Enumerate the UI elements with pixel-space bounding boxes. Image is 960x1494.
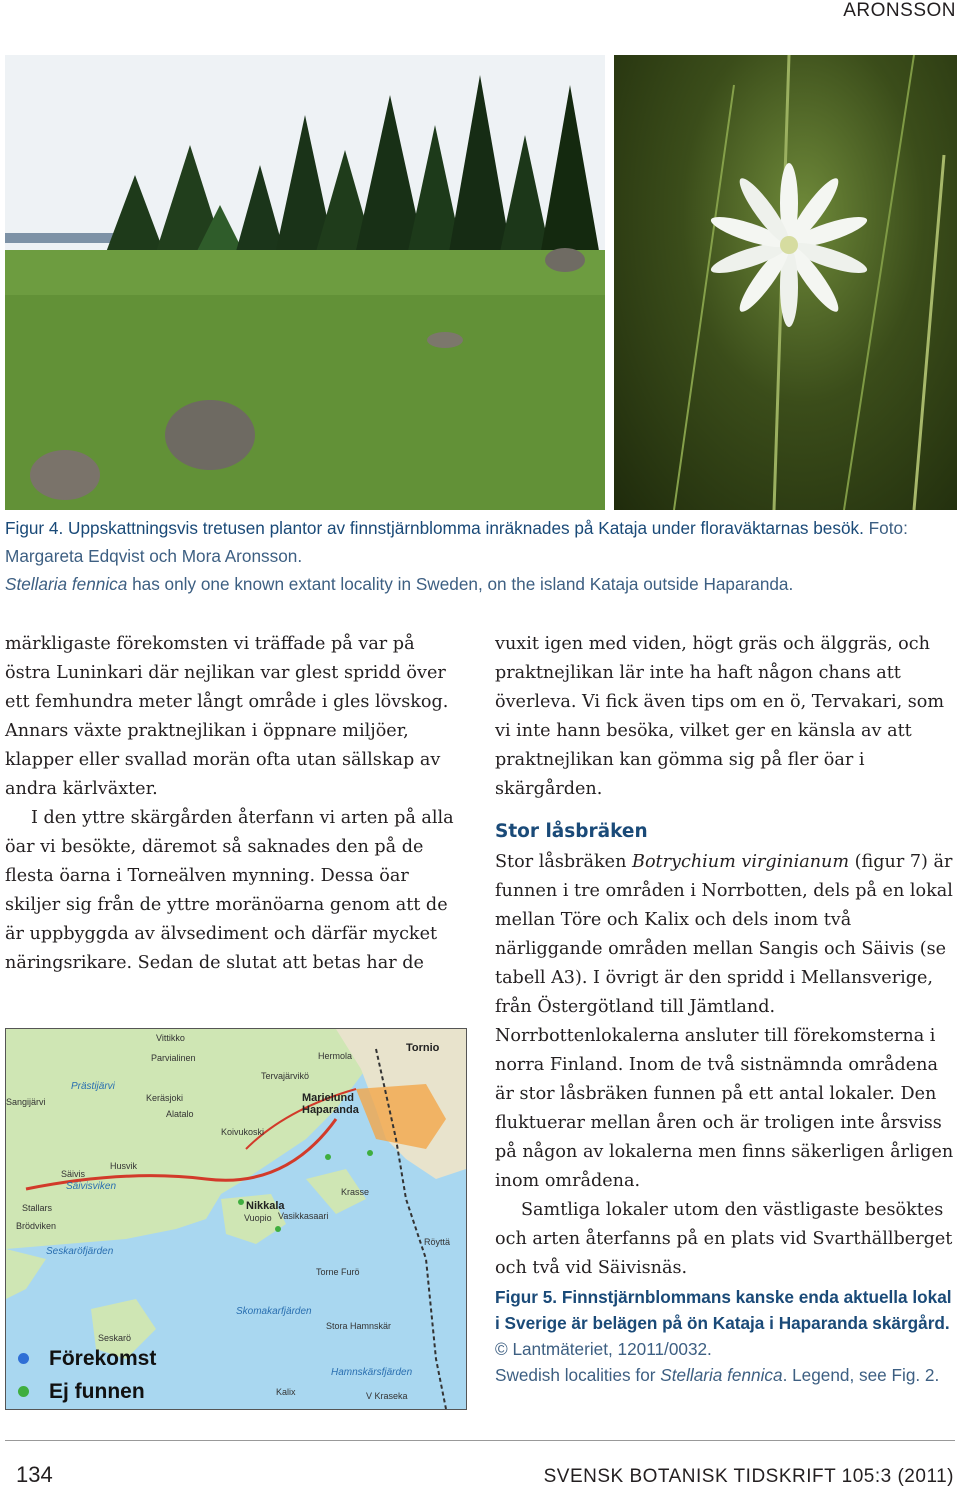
figure-4-caption-sv: Figur 4. Uppskattningsvis tretusen plantor av finnstjärnblomma inräknades på Kataja under floraväktarnas besök. xyxy=(5,518,864,538)
body-paragraph: märkligaste förekomsten vi träffade på var på östra Luninkari där nejlikan var glest spridd över ett femhundra meter långt område i gles lövskog. Annars växte praktnejlikan i öppnare miljöer, klapper eller svallad morän ofta utan sällskap av andra kärlväxter. xyxy=(5,634,449,799)
left-text-column xyxy=(5,630,465,978)
svg-text:Vuopio: Vuopio xyxy=(244,1213,272,1223)
flower-photo xyxy=(614,55,957,510)
figure-4-species-name: Stellaria fennica xyxy=(5,574,128,594)
svg-text:Husvik: Husvik xyxy=(110,1161,138,1171)
svg-text:Stallars: Stallars xyxy=(22,1203,53,1213)
svg-text:Brödviken: Brödviken xyxy=(16,1221,57,1231)
svg-text:Säivisviken: Säivisviken xyxy=(66,1181,117,1192)
body-text: (figur 7) är funnen i tre områden i Norrbotten, dels på en lokal mellan Töre och Kalix och dels inom två närliggande områden mellan Sangis och Säivis (se tabell A3). I övrigt är den spridd i Mellansverige, från Östergötland till Jämtland. Norrbottenlokalerna ansluter till förekomsterna i norra Finland. Inom de två sistnämnda områdena är stor låsbräken funnen på ett antal lokaler. Den fluktuerar mellan åren och är troligen inte årsviss på någon av lokalerna men finns säkerligen årligen inom områdena. xyxy=(495,852,954,1191)
figure-4-photo-credit: Foto: Margareta Edqvist och Mora Aronsson. xyxy=(5,518,908,566)
svg-text:Keräsjoki: Keräsjoki xyxy=(146,1093,184,1103)
figure-5-caption-en-rest: . Legend, see Fig. 2. xyxy=(782,1365,940,1385)
svg-text:Nikkala: Nikkala xyxy=(246,1200,285,1212)
body-paragraph: Samtliga lokaler utom den västligaste besöktes och arten återfanns på en plats vid Svarthällberget och två vid Säivisnäs. xyxy=(495,1200,953,1278)
svg-text:Tervajärvikö: Tervajärvikö xyxy=(261,1071,310,1081)
svg-text:Seskaröfjärden: Seskaröfjärden xyxy=(46,1246,114,1257)
figure-4-caption xyxy=(5,514,955,598)
body-paragraph: vuxit igen med viden, högt gräs och älggräs, och praktnejlikan lär inte ha haft någon chans att överleva. Vi fick även tips om en ö, Tervakari, som vi inte hann besöka, vilket ger en känsla av att praktnejlikan kan gömma sig på fler öar i skärgården. xyxy=(495,634,945,799)
legend-present-label: Förekomst xyxy=(49,1347,157,1370)
svg-text:Skomakarfjärden: Skomakarfjärden xyxy=(236,1306,312,1317)
svg-text:Torne Furö: Torne Furö xyxy=(316,1267,360,1277)
running-header-author: ARONSSON xyxy=(843,0,956,21)
svg-text:Krasse: Krasse xyxy=(341,1187,370,1197)
svg-text:Seskarö: Seskarö xyxy=(98,1333,132,1343)
legend-present xyxy=(18,1342,156,1375)
svg-text:Marielund: Marielund xyxy=(302,1092,354,1104)
right-text-column xyxy=(495,630,957,1283)
legend-absent-label: Ej funnen xyxy=(49,1380,145,1403)
species-name: Botrychium virginianum xyxy=(632,852,850,872)
svg-text:Hamnskärsfjärden: Hamnskärsfjärden xyxy=(331,1367,413,1378)
journal-title: SVENSK BOTANISK TIDSKRIFT 105:3 (2011) xyxy=(543,1466,954,1487)
svg-text:Koivukoski: Koivukoski xyxy=(221,1127,265,1137)
body-paragraph: I den yttre skärgården återfann vi arten på alla öar vi besökte, däremot så saknades den på de flesta öarna i Torneälven mynning. Dessa öar skiljer sig från de yttre moränöarna genom att de är uppbyggda av älvsediment och därfär mycket näringsrikare. Sedan de slutat att betas har de xyxy=(5,808,454,973)
svg-text:Prästijärvi: Prästijärvi xyxy=(71,1081,115,1092)
section-heading: Stor låsbräken xyxy=(495,821,648,842)
blue-dot-icon xyxy=(18,1353,29,1364)
svg-text:Röyttä: Röyttä xyxy=(424,1237,451,1247)
figure-5-caption-sv: Figur 5. Finnstjärnblommans kanske enda aktuella lokal i Sverige är belägen på ön Kataja i Haparanda skärgård. xyxy=(495,1287,952,1333)
svg-text:Sangijärvi: Sangijärvi xyxy=(6,1097,46,1107)
svg-text:Hermola: Hermola xyxy=(318,1051,353,1061)
body-text: Stor låsbräken xyxy=(495,852,633,872)
svg-text:Säivis: Säivis xyxy=(61,1169,86,1179)
svg-text:Alatalo: Alatalo xyxy=(166,1109,194,1119)
figure-5-species-name: Stellaria fennica xyxy=(660,1365,783,1385)
svg-text:Stora Hamnskär: Stora Hamnskär xyxy=(326,1321,392,1331)
svg-text:Tornio: Tornio xyxy=(406,1042,440,1054)
svg-text:Parvialinen: Parvialinen xyxy=(151,1053,196,1063)
green-dot-icon xyxy=(18,1386,29,1397)
body-paragraph xyxy=(495,848,957,1196)
footer-divider xyxy=(5,1440,955,1441)
svg-text:V Kraseka: V Kraseka xyxy=(366,1391,408,1401)
figure-4-caption-en: has only one known extant locality in Sweden, on the island Kataja outside Haparanda. xyxy=(127,574,794,594)
map-legend xyxy=(18,1342,156,1408)
page-number: 134 xyxy=(16,1462,53,1487)
svg-text:Haparanda: Haparanda xyxy=(302,1104,359,1116)
svg-text:Vasikkasaari: Vasikkasaari xyxy=(278,1211,329,1221)
figure-5-caption-en: Swedish localities for xyxy=(495,1365,661,1385)
figure-5-copyright: © Lantmäteriet, 12011/0032. xyxy=(495,1339,712,1359)
meadow-photo xyxy=(5,55,605,510)
figure-5-caption xyxy=(495,1284,957,1388)
svg-text:Vittikko: Vittikko xyxy=(156,1033,185,1043)
svg-text:Kalix: Kalix xyxy=(276,1387,296,1397)
legend-absent xyxy=(18,1375,156,1408)
